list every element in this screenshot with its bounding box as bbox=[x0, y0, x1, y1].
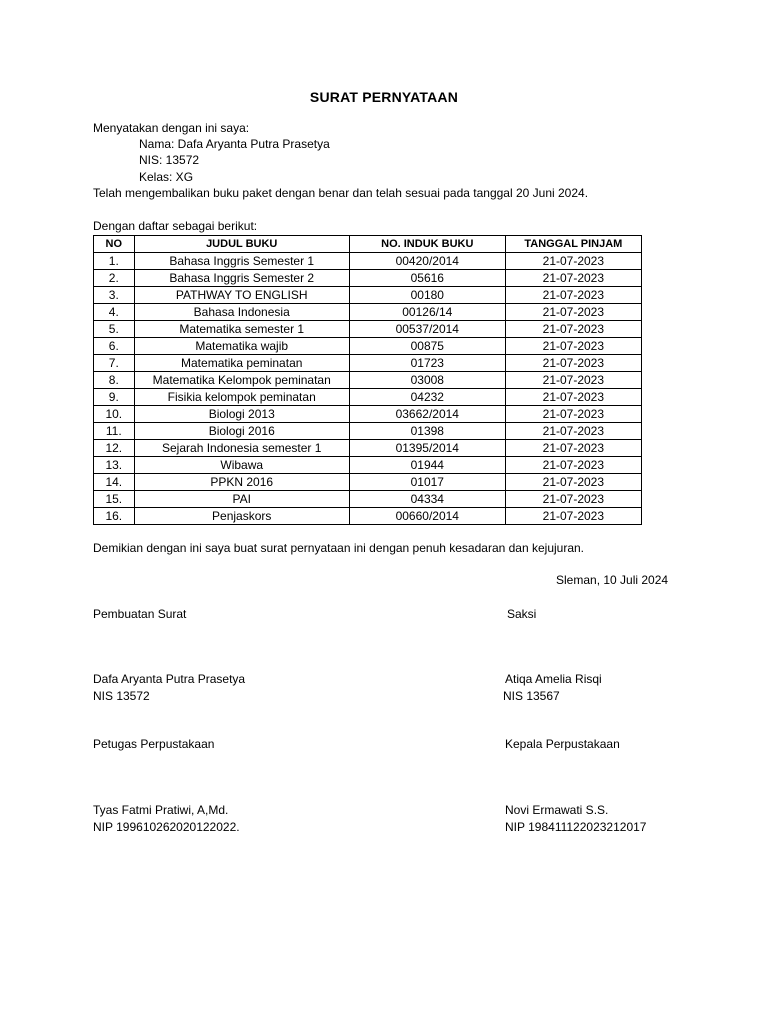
row-no: 15. bbox=[94, 491, 135, 508]
maker-role: Pembuatan Surat bbox=[93, 607, 187, 621]
table-row bbox=[94, 287, 642, 304]
header-date: TANGGAL PINJAM bbox=[505, 236, 641, 253]
intro-text: Menyatakan dengan ini saya: bbox=[93, 121, 250, 135]
document-title: SURAT PERNYATAAN bbox=[309, 89, 459, 105]
table-row bbox=[94, 474, 642, 491]
row-no: 9. bbox=[94, 389, 135, 406]
librarian-name: Tyas Fatmi Pratiwi, A,Md. bbox=[93, 803, 229, 817]
table-row bbox=[94, 389, 642, 406]
table-row bbox=[94, 355, 642, 372]
row-date: 21-07-2023 bbox=[505, 389, 641, 406]
table-row bbox=[94, 304, 642, 321]
table-body bbox=[94, 253, 642, 525]
table-row bbox=[94, 457, 642, 474]
table-row bbox=[94, 406, 642, 423]
row-date: 21-07-2023 bbox=[505, 338, 641, 355]
row-title: Matematika semester 1 bbox=[134, 321, 349, 338]
table-header-row bbox=[94, 236, 642, 253]
row-induk: 01017 bbox=[349, 474, 505, 491]
witness-name: Atiqa Amelia Risqi bbox=[505, 672, 602, 686]
row-title: Biologi 2016 bbox=[134, 423, 349, 440]
row-induk: 00126/14 bbox=[349, 304, 505, 321]
row-no: 8. bbox=[94, 372, 135, 389]
row-no: 5. bbox=[94, 321, 135, 338]
table-row bbox=[94, 423, 642, 440]
row-title: Matematika Kelompok peminatan bbox=[134, 372, 349, 389]
librarian-id: NIP 199610262020122022. bbox=[93, 820, 240, 834]
row-date: 21-07-2023 bbox=[505, 355, 641, 372]
row-induk: 00875 bbox=[349, 338, 505, 355]
row-date: 21-07-2023 bbox=[505, 304, 641, 321]
row-title: PATHWAY TO ENGLISH bbox=[134, 287, 349, 304]
table-row bbox=[94, 491, 642, 508]
list-intro: Dengan daftar sebagai berikut: bbox=[93, 219, 258, 233]
row-no: 10. bbox=[94, 406, 135, 423]
row-title: Bahasa Indonesia bbox=[134, 304, 349, 321]
row-title: Bahasa Inggris Semester 1 bbox=[134, 253, 349, 270]
row-date: 21-07-2023 bbox=[505, 474, 641, 491]
row-induk: 01723 bbox=[349, 355, 505, 372]
row-induk: 00420/2014 bbox=[349, 253, 505, 270]
row-no: 4. bbox=[94, 304, 135, 321]
row-date: 21-07-2023 bbox=[505, 508, 641, 525]
table-row bbox=[94, 372, 642, 389]
identity-name: Nama: Dafa Aryanta Putra Prasetya bbox=[139, 137, 330, 151]
head-name: Novi Ermawati S.S. bbox=[505, 803, 609, 817]
table-row bbox=[94, 440, 642, 457]
row-date: 21-07-2023 bbox=[505, 457, 641, 474]
row-date: 21-07-2023 bbox=[505, 287, 641, 304]
place-date: Sleman, 10 Juli 2024 bbox=[556, 573, 669, 587]
row-date: 21-07-2023 bbox=[505, 406, 641, 423]
row-no: 2. bbox=[94, 270, 135, 287]
row-date: 21-07-2023 bbox=[505, 372, 641, 389]
table-row bbox=[94, 253, 642, 270]
table-row bbox=[94, 270, 642, 287]
row-date: 21-07-2023 bbox=[505, 270, 641, 287]
book-table bbox=[93, 235, 642, 525]
row-title: Wibawa bbox=[134, 457, 349, 474]
witness-role: Saksi bbox=[507, 607, 537, 621]
row-no: 1. bbox=[94, 253, 135, 270]
row-no: 14. bbox=[94, 474, 135, 491]
row-date: 21-07-2023 bbox=[505, 253, 641, 270]
head-id: NIP 198411122023212017 bbox=[505, 820, 647, 834]
maker-name: Dafa Aryanta Putra Prasetya bbox=[93, 672, 246, 686]
header-induk: NO. INDUK BUKU bbox=[349, 236, 505, 253]
row-title: Penjaskors bbox=[134, 508, 349, 525]
row-title: Sejarah Indonesia semester 1 bbox=[134, 440, 349, 457]
row-date: 21-07-2023 bbox=[505, 321, 641, 338]
row-title: PPKN 2016 bbox=[134, 474, 349, 491]
row-date: 21-07-2023 bbox=[505, 440, 641, 457]
row-no: 7. bbox=[94, 355, 135, 372]
row-induk: 00537/2014 bbox=[349, 321, 505, 338]
row-induk: 03008 bbox=[349, 372, 505, 389]
row-induk: 03662/2014 bbox=[349, 406, 505, 423]
table-row bbox=[94, 508, 642, 525]
closing-text: Demikian dengan ini saya buat surat pernyataan ini dengan penuh kesadaran dan kejujuran. bbox=[93, 541, 585, 555]
librarian-role: Petugas Perpustakaan bbox=[93, 737, 215, 751]
row-induk: 04232 bbox=[349, 389, 505, 406]
row-date: 21-07-2023 bbox=[505, 491, 641, 508]
row-induk: 00660/2014 bbox=[349, 508, 505, 525]
row-induk: 01398 bbox=[349, 423, 505, 440]
maker-id: NIS 13572 bbox=[93, 689, 150, 703]
head-role: Kepala Perpustakaan bbox=[505, 737, 620, 751]
row-induk: 01944 bbox=[349, 457, 505, 474]
row-title: PAI bbox=[134, 491, 349, 508]
row-no: 3. bbox=[94, 287, 135, 304]
row-no: 16. bbox=[94, 508, 135, 525]
row-title: Fisikia kelompok peminatan bbox=[134, 389, 349, 406]
row-no: 13. bbox=[94, 457, 135, 474]
identity-nis: NIS: 13572 bbox=[139, 153, 200, 167]
row-title: Matematika wajib bbox=[134, 338, 349, 355]
row-no: 12. bbox=[94, 440, 135, 457]
row-title: Bahasa Inggris Semester 2 bbox=[134, 270, 349, 287]
statement-text: Telah mengembalikan buku paket dengan benar dan telah sesuai pada tanggal 20 Juni 2024. bbox=[93, 186, 589, 200]
witness-id: NIS 13567 bbox=[503, 689, 560, 703]
identity-kelas: Kelas: XG bbox=[139, 170, 194, 184]
row-date: 21-07-2023 bbox=[505, 423, 641, 440]
row-induk: 05616 bbox=[349, 270, 505, 287]
header-no: NO bbox=[94, 236, 135, 253]
row-induk: 01395/2014 bbox=[349, 440, 505, 457]
table-row bbox=[94, 338, 642, 355]
row-no: 6. bbox=[94, 338, 135, 355]
row-induk: 04334 bbox=[349, 491, 505, 508]
row-induk: 00180 bbox=[349, 287, 505, 304]
row-no: 11. bbox=[94, 423, 135, 440]
row-title: Biologi 2013 bbox=[134, 406, 349, 423]
header-title: JUDUL BUKU bbox=[134, 236, 349, 253]
table-row bbox=[94, 321, 642, 338]
row-title: Matematika peminatan bbox=[134, 355, 349, 372]
